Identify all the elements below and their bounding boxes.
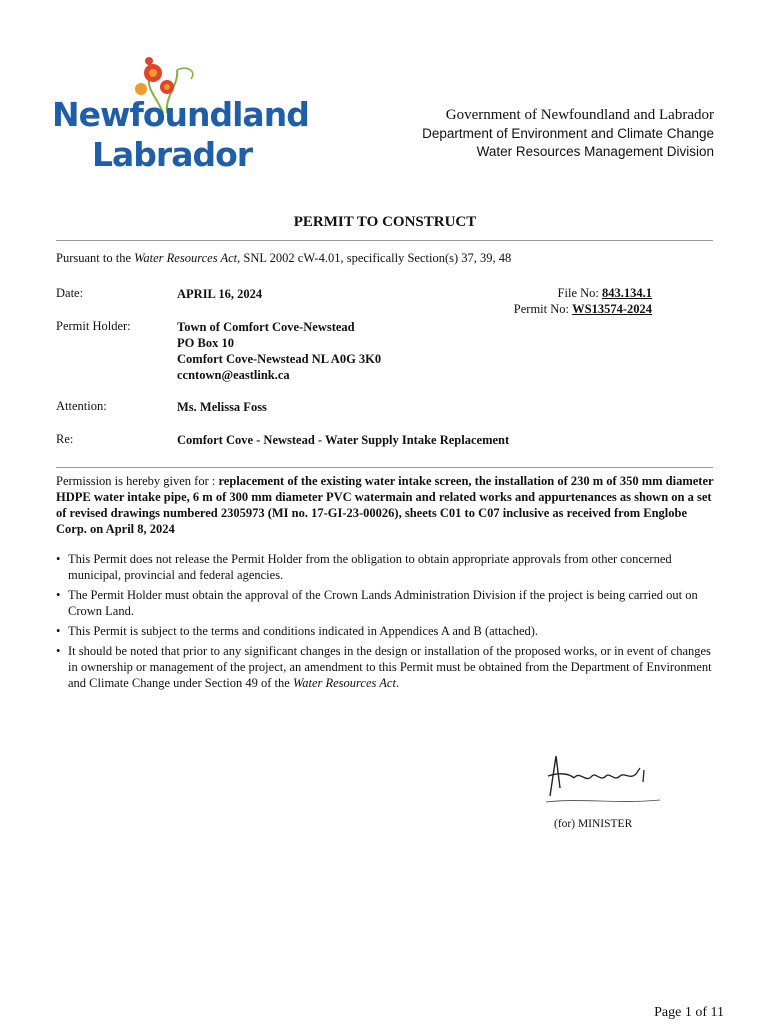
pursuant-prefix: Pursuant to the [56, 251, 135, 265]
holder-email: ccntown@eastlink.ca [177, 368, 290, 382]
list-item: • This Permit does not release the Permit Holder from the obligation to obtain appropriate approvals from other concerned municipal, provincial and federal agencies. [56, 551, 716, 583]
list-item-end: . [395, 676, 400, 690]
permit-holder-label: Permit Holder: [56, 319, 131, 333]
logo-line-newfoundland: Newfoundland [52, 95, 309, 134]
letterhead [314, 106, 714, 161]
holder-po-box: PO Box 10 [177, 336, 234, 350]
list-item: • This Permit is subject to the terms and conditions indicated in Appendices A and B (attached). [56, 623, 716, 639]
permit-number-line [514, 301, 652, 317]
list-item [56, 643, 716, 691]
logo [52, 55, 309, 175]
holder-name: Town of Comfort Cove-Newstead [177, 320, 355, 334]
department-name: Department of Environment and Climate Change [422, 126, 714, 141]
file-number-label: File No: [557, 286, 602, 300]
division-name: Water Resources Management Division [476, 144, 714, 159]
permit-number: WS13574-2024 [572, 302, 652, 316]
signature-caption: (for) MINISTER [554, 818, 633, 830]
minister-signature [540, 748, 670, 808]
page-number: Page 1 of 11 [654, 1005, 724, 1020]
list-item-act: Water Resources Act [292, 676, 396, 690]
file-number: 843.134.1 [602, 286, 652, 300]
permission-body: replacement of the existing water intake screen, the installation of 230 m of 350 mm diameter HDPE water intake pipe, 6 m of 300 mm diameter PVC watermain and related works and appurtenances as shown on a set of revised drawings numbered 2305973 (MI no. 17-GI-23-00026), sheets C01 to C07 inclusive as received from Englobe Corp. on April 8, 2024 [56, 474, 714, 536]
holder-city: Comfort Cove-Newstead NL A0G 3K0 [177, 352, 382, 366]
file-info [514, 285, 652, 317]
logo-line-labrador: Labrador [92, 135, 253, 174]
date-label: Date: [56, 286, 84, 300]
list-item-text: It should be noted that prior to any significant changes in the design or installation of the proposed works, or in event of changes in ownership or management of the project, an amendment to this Permit must be obtained from the Department of Environment and Climate Change under Section 49 of the [68, 644, 712, 690]
attention-value: Ms. Melissa Foss [177, 400, 267, 414]
file-number-line [514, 285, 652, 301]
permission-intro: Permission is hereby given for : [56, 474, 219, 488]
permit-number-label: Permit No: [513, 302, 573, 316]
conditions-list [56, 551, 716, 695]
government-name: Government of Newfoundland and Labrador [445, 107, 714, 123]
pursuant-suffix: , SNL 2002 cW-4.01, specifically Section(s) 37, 39, 48 [237, 251, 512, 265]
re-label: Re: [56, 432, 74, 446]
permit-holder-address [177, 319, 381, 383]
permission-paragraph [56, 473, 716, 537]
pursuant-act: Water Resources Act [134, 251, 238, 265]
re-value: Comfort Cove - Newstead - Water Supply Intake Replacement [177, 433, 510, 447]
title-divider [56, 240, 713, 241]
section-divider [56, 467, 713, 468]
attention-label: Attention: [56, 399, 107, 413]
date-value: APRIL 16, 2024 [177, 287, 263, 301]
list-item: • The Permit Holder must obtain the approval of the Crown Lands Administration Division if the project is being carried out on Crown Land. [56, 587, 716, 619]
pursuant-line [56, 250, 511, 266]
document-title: PERMIT TO CONSTRUCT [293, 214, 477, 230]
